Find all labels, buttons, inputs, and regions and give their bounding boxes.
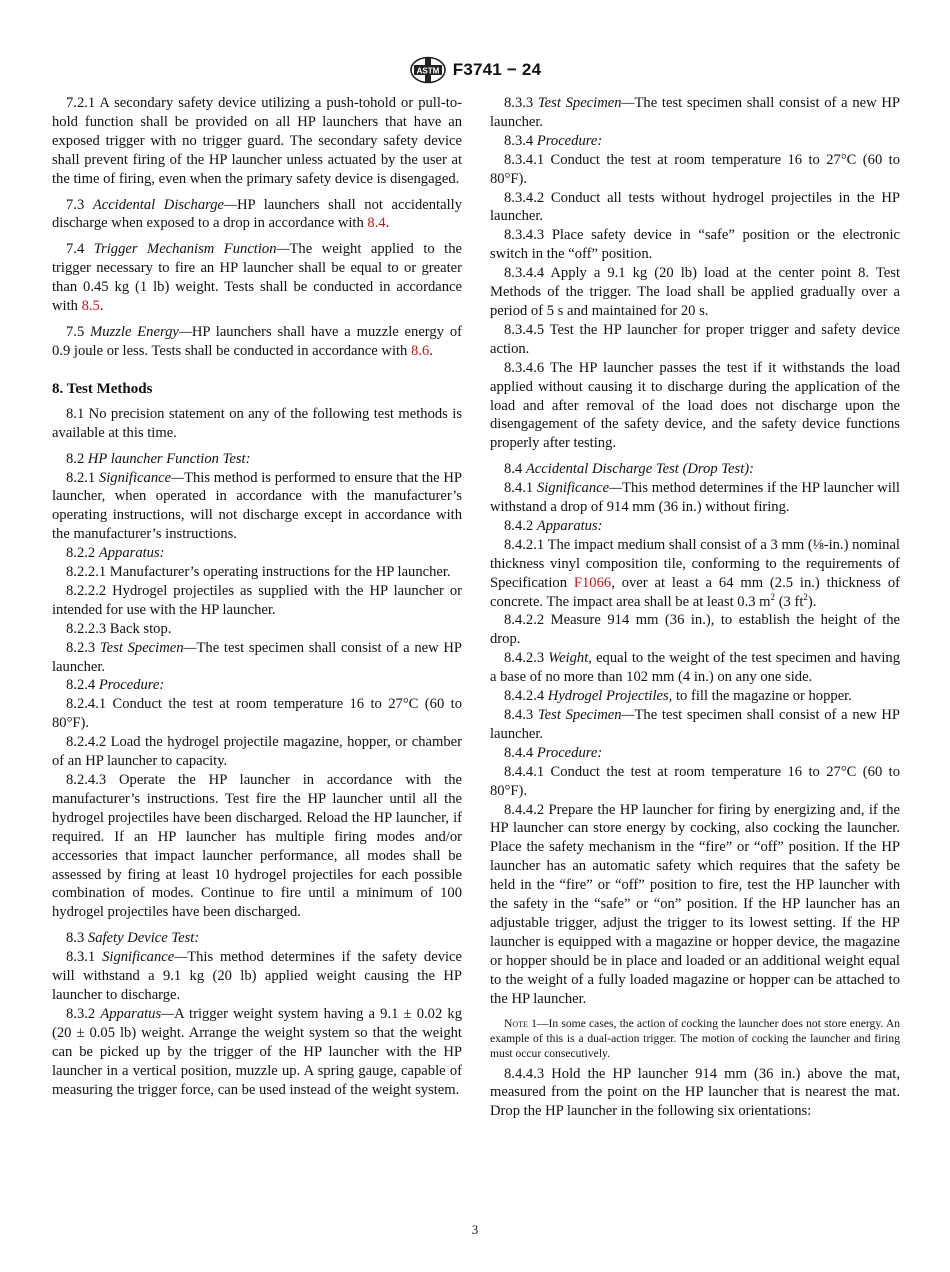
paragraph-title: Accidental Discharge—	[92, 196, 238, 213]
paragraph-text: .	[99, 298, 104, 315]
paragraph-text: .	[429, 342, 433, 359]
paragraph-8-3-3	[490, 94, 900, 132]
paragraph-number: 8.4.4.1	[504, 763, 551, 780]
paragraph-number: 8.2.2	[66, 545, 99, 562]
paragraph-text: (3 ft	[775, 593, 804, 610]
page-number: 3	[471, 1222, 479, 1237]
paragraph-title: Significance—	[98, 469, 185, 486]
paragraph-number: 8.3.2	[66, 1005, 101, 1022]
paragraph-text: Operate the HP launcher in accordance with the manufacturer’s instructions. Test fire the HP launcher until all the hydrogel projectiles have been discharged. Reload the HP launcher, if required. If an HP launcher has multiple firing modes and/or accessories that impact launcher performance, all modes shall be assessed by firing at least 10 hydrogel projectiles for each possible combination of modes. Continue to fire until a minimum of 100 hydrogel projectiles have been discharged.	[52, 772, 462, 921]
paragraph-8-2-1	[52, 469, 462, 545]
paragraph-8-4-2-2	[490, 611, 900, 649]
paragraph-8-3-4	[490, 132, 900, 151]
right-drop-test	[490, 460, 900, 1008]
paragraph-8-2	[52, 450, 462, 469]
paragraph-number: 8.4.4.2	[504, 801, 549, 818]
left-column	[52, 94, 462, 1099]
paragraph-7-3	[52, 196, 462, 234]
right-column	[490, 94, 900, 1121]
paragraph-8-3-4-5	[490, 321, 900, 359]
paragraph-number: 8.4.4	[504, 744, 537, 761]
paragraph-8-4-4-1	[490, 763, 900, 801]
paragraph-text: This method determines if the HP launcher will withstand a drop of 914 mm (36 in.) without firing.	[490, 480, 900, 516]
paragraph-number: 8.4	[504, 461, 526, 478]
section-heading: 8. Test Methods	[52, 380, 153, 397]
paragraph-title: Procedure:	[536, 744, 603, 761]
paragraph-text: No precision statement on any of the following test methods is available at this time.	[52, 405, 463, 441]
paragraph-number: 8.2.4.2	[66, 734, 111, 751]
svg-text:ASTM: ASTM	[416, 66, 440, 76]
paragraph-number: 8.3.1	[66, 949, 103, 966]
paragraph-8-2-4-3	[52, 771, 462, 922]
note-1	[490, 1016, 900, 1061]
document-designation: F3741 − 24	[452, 60, 542, 79]
paragraph-number: 8.3.4.3	[504, 227, 552, 244]
paragraph-number: 7.2.1	[66, 95, 100, 111]
paragraph-8-3-4-3	[490, 226, 900, 264]
paragraph-text: ).	[807, 593, 817, 610]
cross-reference-link[interactable]: 8.6	[411, 342, 430, 359]
paragraph-title: Test Specimen—	[99, 639, 197, 656]
paragraph-number: 8.2.2.2	[66, 582, 113, 599]
paragraph-8-2-2-1	[52, 563, 462, 582]
paragraph-8-1	[52, 405, 462, 443]
paragraph-text: This method determines if the safety device will withstand a 9.1 kg (20 lb) applied weight causing the HP launcher to discharge.	[52, 949, 462, 1003]
paragraph-7-5	[52, 323, 462, 361]
right-drop-procedure	[490, 1065, 900, 1122]
paragraph-8-2-4	[52, 676, 462, 695]
paragraph-title: Significance—	[102, 949, 188, 966]
paragraph-8-3-4-1	[490, 151, 900, 189]
paragraph-text: Place safety device in “safe” position or the electronic switch in the “off” position.	[490, 227, 901, 263]
right-safety-test	[490, 94, 900, 453]
paragraph-text: A trigger weight system having a 9.1 ± 0.02 kg (20 ± 0.05 lb) weight. Arrange the weight system so that the weight can be picked up by the trigger of the HP launcher with the HP launcher in a vertical position, muzzle up. A spring gauge, capable of measuring the trigger force, can be used instead of the weight system.	[52, 1005, 462, 1098]
paragraph-8-2-3	[52, 639, 462, 677]
paragraph-number: 8.3.4	[504, 132, 537, 149]
paragraph-text: The test specimen shall consist of a new HP launcher.	[490, 95, 900, 130]
paragraph-number: 8.4.2.2	[504, 612, 551, 629]
paragraph-number: 7.4	[66, 241, 94, 258]
paragraph-text: , over at least a 64 mm (2.5 in.) thickness of concrete. The impact area shall be at least 0.3 m	[490, 574, 900, 610]
note-text: —In some cases, the action of cocking the launcher does not store energy. An example of this is a dual-action trigger. The motion of cocking the launcher and firing must occur consecutively.	[490, 1016, 900, 1060]
paragraph-text: The test specimen shall consist of a new HP launcher.	[52, 639, 462, 675]
paragraph-text: equal to the weight of the test specimen and having a base of no more than 102 mm (4 in.) on any one side.	[490, 650, 900, 686]
paragraph-text: Measure 914 mm (36 in.), to establish the height of the drop.	[490, 612, 901, 648]
paragraph-title: HP launcher Function Test:	[87, 450, 251, 467]
paragraph-text: Conduct the test at room temperature 16 to 27°C (60 to 80°F).	[490, 763, 900, 799]
paragraph-8-3-4-2	[490, 189, 900, 227]
paragraph-8-4-4	[490, 744, 900, 763]
paragraph-number: 8.1	[66, 405, 89, 422]
paragraph-number: 8.3.4.6	[504, 359, 550, 376]
paragraph-title: Significance—	[536, 480, 623, 497]
paragraph-number: 7.5	[66, 323, 91, 340]
cross-reference-link[interactable]: 8.5	[81, 298, 100, 315]
paragraph-number: 8.3.4.2	[504, 189, 551, 206]
paragraph-8-4-4-2	[490, 801, 900, 1009]
paragraph-8-2-4-2	[52, 733, 462, 771]
paragraph-text: Conduct the test at room temperature 16 to 27°C (60 to 80°F).	[490, 151, 900, 187]
paragraph-text: Hydrogel projectiles as supplied with the HP launcher or intended for use with the HP launcher.	[52, 582, 462, 618]
paragraph-number: 8.2.2.3	[66, 620, 110, 637]
paragraph-8-4-3	[490, 706, 900, 744]
paragraph-number: 8.4.2.4	[504, 688, 548, 705]
paragraph-title: Test Specimen—	[537, 95, 635, 111]
paragraph-number: 8.3.4.4	[504, 265, 551, 282]
paragraph-text: The test specimen shall consist of a new HP launcher.	[490, 707, 900, 742]
paragraph-number: 8.4.1	[504, 480, 537, 497]
paragraph-text: Prepare the HP launcher for firing by energizing and, if the HP launcher can store energy by cocking, also cocking the launcher. Place the safety mechanism in the “fire” or “off” position. If the HP launcher has an automatic safety which requires that the safety be held in the “fire” or “off” position to fire, test the HP launcher with the safety in the “safe” or “on” position. If the HP launcher has an adjustable trigger, adjust the trigger to its lowest setting. If the HP launcher is equipped with a magazine or hopper device, the magazine or hopper should be in place and loaded or an additional weight equal to the weight of a fully loaded magazine or hopper can be attached to the HP launcher.	[490, 801, 900, 1007]
paragraph-number: 8.3.3	[504, 95, 538, 111]
paragraph-8-3	[52, 929, 462, 948]
paragraph-title: Muzzle Energy—	[90, 323, 192, 340]
paragraph-number: 8.2.2.1	[66, 564, 110, 581]
paragraph-number: 8.3.4.1	[504, 151, 551, 168]
paragraph-title: Apparatus:	[536, 517, 603, 534]
superscript: 2	[770, 591, 776, 602]
paragraph-title: Apparatus—	[100, 1005, 175, 1022]
paragraph-text: Load the hydrogel projectile magazine, hopper, or chamber of an HP launcher to capacity.	[52, 734, 463, 770]
paragraph-7-2-1	[52, 94, 462, 189]
paragraph-8-3-2	[52, 1005, 462, 1100]
page-header	[0, 56, 950, 84]
paragraph-text: Test the HP launcher for proper trigger and safety device action.	[490, 321, 900, 357]
paragraph-title: Apparatus:	[98, 545, 165, 562]
paragraph-8-4-2-1	[490, 536, 900, 612]
paragraph-title: Test Specimen—	[537, 707, 635, 723]
paragraph-number: 7.3	[66, 196, 93, 213]
paragraph-number: 8.2.3	[66, 639, 100, 656]
paragraph-text: Hold the HP launcher 914 mm (36 in.) above the mat, measured from the point on the HP launcher that is nearest the mat. Drop the HP launcher in the following six orientations:	[490, 1065, 901, 1120]
paragraph-8-4-4-3	[490, 1065, 900, 1122]
paragraph-text: HP launchers shall have a muzzle energy of 0.9 joule or less. Tests shall be conducted in accordance with	[52, 323, 462, 359]
paragraph-text: The weight applied to the trigger necessary to fire an HP launcher shall be equal to or greater than 0.45 kg (1 lb) weight. Tests shall be conducted in accordance with	[52, 241, 463, 315]
paragraph-8-4-2	[490, 517, 900, 536]
paragraph-8-4-2-3	[490, 649, 900, 687]
paragraph-number: 8.2.4.1	[66, 696, 113, 713]
paragraph-number: 8.2.4.3	[66, 772, 119, 788]
paragraph-number: 8.4.2.3	[504, 650, 549, 667]
paragraph-text: Manufacturer’s operating instructions for the HP launcher.	[109, 564, 451, 581]
paragraph-text: A secondary safety device utilizing a push-tohold or pull-to-hold function shall be provided on all HP launchers that have an exposed trigger with no trigger guard. The secondary safety device shall prevent firing of the HP launcher unless actuated by the user at the time of firing, even when the primary safety device is disengaged.	[52, 95, 462, 187]
paragraph-8-2-2-2	[52, 582, 462, 620]
paragraph-text: .	[385, 215, 390, 232]
paragraph-number: 8.4.4.3	[504, 1065, 552, 1082]
paragraph-text: Apply a 9.1 kg (20 lb) load at the center point 8. Test Methods of the trigger. The load shall be applied gradually over a period of 5 s and maintained for 20 s.	[490, 265, 900, 319]
paragraph-number: 8.4.3	[504, 707, 538, 723]
paragraph-text: to fill the magazine or hopper.	[672, 688, 852, 705]
paragraph-7-4	[52, 240, 462, 316]
paragraph-8-2-2-3	[52, 620, 462, 639]
paragraph-title: Trigger Mechanism Function—	[93, 241, 290, 258]
paragraph-number: 8.3.4.5	[504, 321, 550, 338]
paragraph-title: Weight,	[548, 650, 592, 667]
paragraph-title: Safety Device Test:	[87, 930, 200, 947]
paragraph-8-3-1	[52, 948, 462, 1005]
astm-logo-icon	[409, 56, 447, 84]
paragraph-text: Back stop.	[109, 620, 172, 637]
paragraph-8-4	[490, 460, 900, 479]
paragraph-8-4-2-4	[490, 687, 900, 706]
paragraph-number: 8.3	[66, 930, 88, 947]
paragraph-title: Procedure:	[536, 132, 603, 149]
paragraph-text: The impact medium shall consist of a 3 mm (⅛-in.) nominal thickness vinyl composition tile, conforming to the requirements of Specification	[490, 536, 900, 591]
cross-reference-link[interactable]: F1066	[573, 574, 612, 591]
paragraph-text: HP launchers shall not accidentally discharge when exposed to a drop in accordance with	[52, 196, 462, 232]
paragraph-8-3-4-4	[490, 264, 900, 321]
paragraph-text: Conduct the test at room temperature 16 to 27°C (60 to 80°F).	[52, 696, 462, 732]
paragraph-title: Hydrogel Projectiles,	[547, 688, 673, 705]
paragraph-text: The HP launcher passes the test if it withstands the load applied without causing it to discharge during the application of the load and after removal of the load does not discharge upon the disengagement of the safety device, and the safety device functions properly after testing.	[490, 359, 900, 452]
paragraph-title: Accidental Discharge Test (Drop Test):	[525, 461, 754, 478]
cross-reference-link[interactable]: 8.4	[367, 215, 386, 232]
paragraph-8-3-4-6	[490, 359, 900, 454]
paragraph-number: 8.4.2	[504, 517, 537, 534]
left-requirements	[52, 94, 462, 361]
paragraph-title: Procedure:	[98, 677, 165, 694]
note-label: Note 1	[504, 1016, 537, 1030]
paragraph-number: 8.2	[66, 450, 88, 467]
paragraph-number: 8.2.1	[66, 469, 99, 486]
left-test-methods	[52, 405, 462, 1100]
superscript: 2	[803, 591, 808, 602]
paragraph-8-2-2	[52, 544, 462, 563]
paragraph-number: 8.4.2.1	[504, 536, 548, 553]
paragraph-text: Conduct all tests without hydrogel projectiles in the HP launcher.	[490, 189, 900, 225]
paragraph-8-2-4-1	[52, 695, 462, 733]
paragraph-number: 8.2.4	[66, 677, 99, 694]
paragraph-text: This method is performed to ensure that the HP launcher, when operated in accordance with the manufacturer’s operating instructions, will not discharge except in accordance with the manufacturer’s instructions.	[52, 469, 462, 543]
paragraph-8-4-1	[490, 479, 900, 517]
